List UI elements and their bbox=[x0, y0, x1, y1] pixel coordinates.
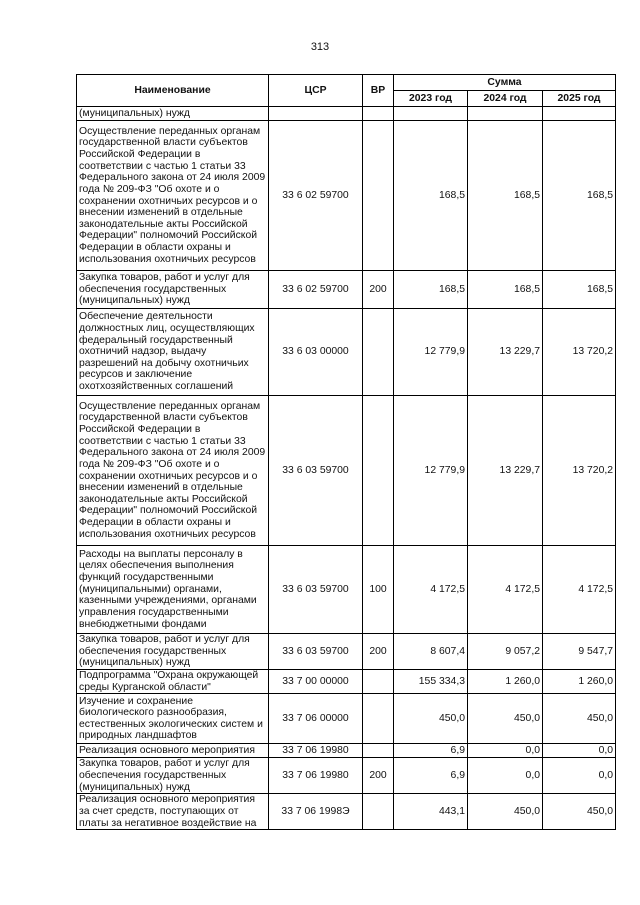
row-vr: 200 bbox=[363, 634, 394, 670]
row-2024: 4 172,5 bbox=[468, 546, 543, 634]
row-2023: 12 779,9 bbox=[394, 396, 468, 546]
row-csr: 33 7 06 19980 bbox=[269, 758, 363, 794]
header-name: Наименование bbox=[77, 75, 269, 107]
row-2023: 8 607,4 bbox=[394, 634, 468, 670]
table-row bbox=[77, 309, 616, 396]
row-vr: 100 bbox=[363, 546, 394, 634]
header-sum: Сумма bbox=[394, 75, 616, 91]
row-2024: 168,5 bbox=[468, 271, 543, 309]
row-2024: 168,5 bbox=[468, 121, 543, 271]
row-2025: 1 260,0 bbox=[543, 670, 616, 694]
row-csr: 33 7 00 00000 bbox=[269, 670, 363, 694]
table-row bbox=[77, 121, 616, 271]
row-csr: 33 6 02 59700 bbox=[269, 271, 363, 309]
table-row bbox=[77, 107, 616, 121]
row-2024: 0,0 bbox=[468, 758, 543, 794]
row-name: Закупка товаров, работ и услуг для обеспечения государственных (муниципальных) нужд bbox=[77, 271, 269, 309]
budget-table bbox=[76, 74, 616, 830]
row-vr bbox=[363, 107, 394, 121]
row-name: Реализация основного мероприятия за счет средств, поступающих от платы за негативное воздействие на bbox=[77, 794, 269, 830]
row-vr: 200 bbox=[363, 758, 394, 794]
header-2025: 2025 год bbox=[543, 91, 616, 107]
row-2024: 9 057,2 bbox=[468, 634, 543, 670]
row-name: Подпрограмма "Охрана окружающей среды Курганской области" bbox=[77, 670, 269, 694]
table-row bbox=[77, 670, 616, 694]
header-csr: ЦСР bbox=[269, 75, 363, 107]
row-2024 bbox=[468, 107, 543, 121]
row-csr: 33 6 03 59700 bbox=[269, 546, 363, 634]
row-name: Осуществление переданных органам государственной власти субъектов Российской Федерации в соответствии с частью 1 статьи 33 Федерального закона от 24 июля 2009 года № 209-ФЗ "Об охоте и о сохранении охотничьих ресурсов и о внесении изменений в отдельные законодательные акты Российской Федерации" полномочий Российской Федерации в области охраны и использования охотничьих ресурсов bbox=[77, 121, 269, 271]
row-vr bbox=[363, 309, 394, 396]
row-2023: 6,9 bbox=[394, 744, 468, 758]
row-2024: 13 229,7 bbox=[468, 396, 543, 546]
row-vr bbox=[363, 694, 394, 744]
row-csr: 33 6 03 59700 bbox=[269, 634, 363, 670]
row-2025: 13 720,2 bbox=[543, 396, 616, 546]
row-2025: 4 172,5 bbox=[543, 546, 616, 634]
table-row bbox=[77, 794, 616, 830]
row-vr bbox=[363, 794, 394, 830]
row-2023: 443,1 bbox=[394, 794, 468, 830]
page-number: 313 bbox=[310, 41, 330, 53]
row-vr bbox=[363, 121, 394, 271]
row-csr: 33 7 06 19980 bbox=[269, 744, 363, 758]
row-vr: 200 bbox=[363, 271, 394, 309]
row-name: Изучение и сохранение биологического разнообразия, естественных экологических систем и природных ландшафтов bbox=[77, 694, 269, 744]
row-csr: 33 6 03 00000 bbox=[269, 309, 363, 396]
row-2025: 168,5 bbox=[543, 121, 616, 271]
row-name: Закупка товаров, работ и услуг для обеспечения государственных (муниципальных) нужд bbox=[77, 758, 269, 794]
table-row bbox=[77, 396, 616, 546]
row-vr bbox=[363, 670, 394, 694]
row-name: Расходы на выплаты персоналу в целях обеспечения выполнения функций государственными (муниципальными) органами, казенными учреждениями, органами управления государственными внебюджетными фондами bbox=[77, 546, 269, 634]
row-2024: 1 260,0 bbox=[468, 670, 543, 694]
row-csr: 33 6 02 59700 bbox=[269, 121, 363, 271]
table-header bbox=[77, 75, 616, 107]
row-2023: 168,5 bbox=[394, 271, 468, 309]
row-2023: 155 334,3 bbox=[394, 670, 468, 694]
row-2025: 0,0 bbox=[543, 744, 616, 758]
row-2023: 450,0 bbox=[394, 694, 468, 744]
table-body bbox=[77, 107, 616, 830]
header-2024: 2024 год bbox=[468, 91, 543, 107]
row-vr bbox=[363, 396, 394, 546]
table-row bbox=[77, 744, 616, 758]
row-2024: 0,0 bbox=[468, 744, 543, 758]
header-vr: ВР bbox=[363, 75, 394, 107]
table-row bbox=[77, 758, 616, 794]
row-2023: 6,9 bbox=[394, 758, 468, 794]
row-vr bbox=[363, 744, 394, 758]
row-name: Реализация основного мероприятия bbox=[77, 744, 269, 758]
table-row bbox=[77, 271, 616, 309]
row-2023 bbox=[394, 107, 468, 121]
row-2025: 0,0 bbox=[543, 758, 616, 794]
row-csr bbox=[269, 107, 363, 121]
row-2025: 450,0 bbox=[543, 694, 616, 744]
row-2025: 9 547,7 bbox=[543, 634, 616, 670]
row-name: (муниципальных) нужд bbox=[77, 107, 269, 121]
table-row bbox=[77, 634, 616, 670]
row-2025: 168,5 bbox=[543, 271, 616, 309]
row-csr: 33 7 06 1998Э bbox=[269, 794, 363, 830]
table-row bbox=[77, 546, 616, 634]
row-name: Осуществление переданных органам государственной власти субъектов Российской Федерации в соответствии с частью 1 статьи 33 Федерального закона от 24 июля 2009 года № 209-ФЗ "Об охоте и о сохранении охотничьих ресурсов и о внесении изменений в отдельные законодательные акты Российской Федерации" полномочий Российской Федерации в области охраны и использования охотничьих ресурсов bbox=[77, 396, 269, 546]
row-csr: 33 7 06 00000 bbox=[269, 694, 363, 744]
row-2023: 4 172,5 bbox=[394, 546, 468, 634]
row-2023: 12 779,9 bbox=[394, 309, 468, 396]
row-2024: 450,0 bbox=[468, 794, 543, 830]
row-name: Обеспечение деятельности должностных лиц, осуществляющих федеральный государственный охотничий надзор, выдачу разрешений на добычу охотничьих ресурсов и заключение охотхозяйственных соглашений bbox=[77, 309, 269, 396]
row-2025 bbox=[543, 107, 616, 121]
row-2025: 450,0 bbox=[543, 794, 616, 830]
row-2024: 450,0 bbox=[468, 694, 543, 744]
row-2025: 13 720,2 bbox=[543, 309, 616, 396]
row-csr: 33 6 03 59700 bbox=[269, 396, 363, 546]
header-2023: 2023 год bbox=[394, 91, 468, 107]
table-row bbox=[77, 694, 616, 744]
row-2024: 13 229,7 bbox=[468, 309, 543, 396]
row-2023: 168,5 bbox=[394, 121, 468, 271]
row-name: Закупка товаров, работ и услуг для обеспечения государственных (муниципальных) нужд bbox=[77, 634, 269, 670]
